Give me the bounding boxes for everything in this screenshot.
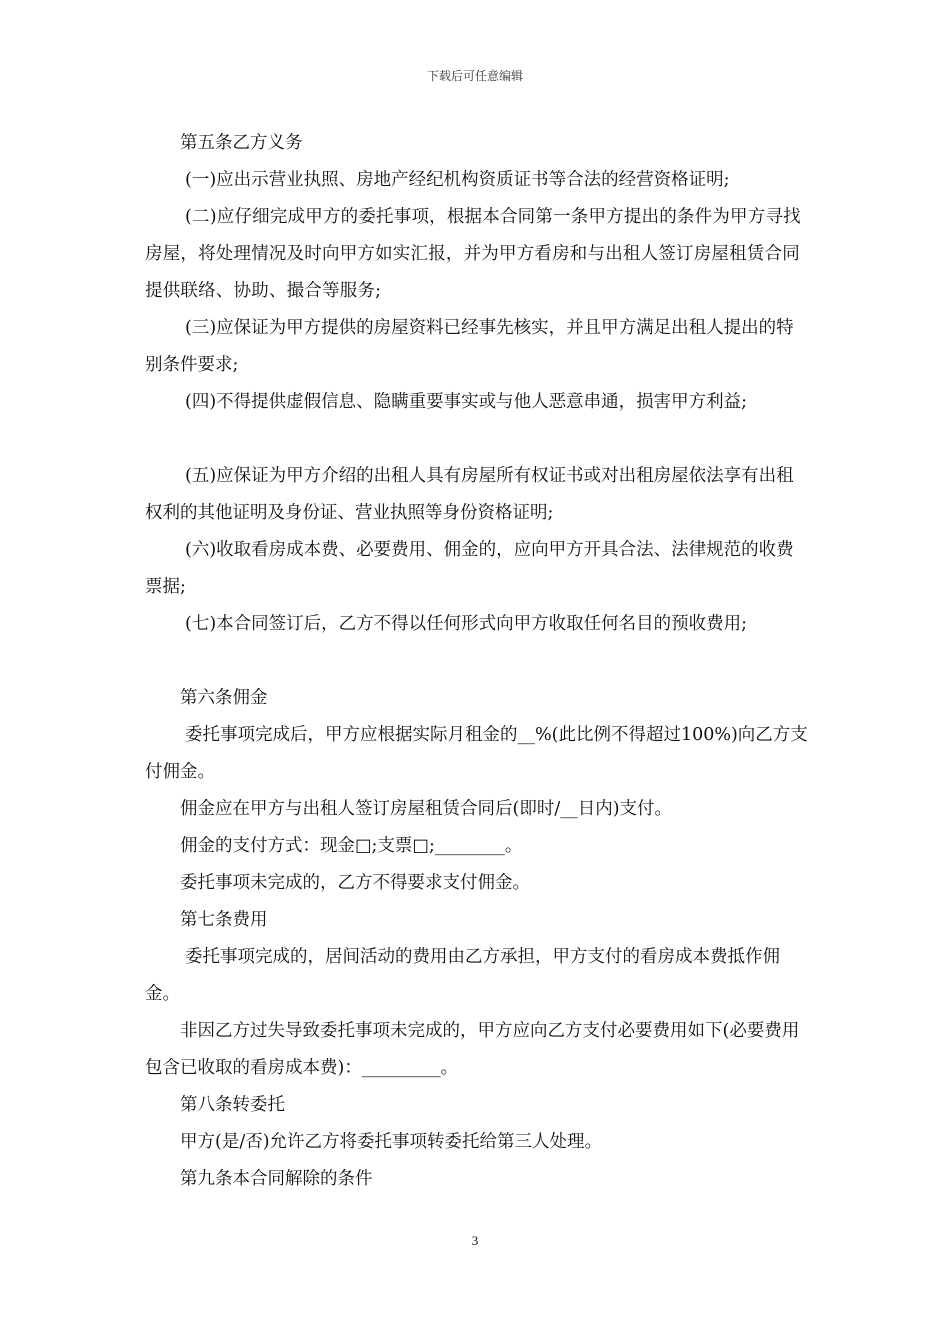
article-5-item-2: (二)应仔细完成甲方的委托事项，根据本合同第一条甲方提出的条件为甲方寻找房屋，将处理情况及时向甲方如实汇报，并为甲方看房和与出租人签订房屋租赁合同提供联络、协助、撮合等服务; (145, 207, 801, 301)
page-number: 3 (471, 1233, 479, 1248)
article-5-item-6: (六)收取看房成本费、必要费用、佣金的，应向甲方开具合法、法律规范的收费票据; (145, 540, 794, 597)
article-5-item-5: (五)应保证为甲方介绍的出租人具有房屋所有权证书或对出租房屋依法享有出租权利的其他证明及身份证、营业执照等身份资格证明; (145, 466, 794, 523)
article-7-item-2: 非因乙方过失导致委托事项未完成的，甲方应向乙方支付必要费用如下(必要费用包含已收取的看房成本费)：_________。 (145, 1021, 800, 1078)
document-body (145, 125, 809, 1198)
article-5-item-3: (三)应保证为甲方提供的房屋资料已经事先核实，并且甲方满足出租人提出的特别条件要求; (145, 318, 794, 375)
spacer (145, 643, 809, 680)
article-6-item-4: 委托事项未完成的，乙方不得要求支付佣金。 (180, 873, 530, 893)
article-5-item-7: (七)本合同签订后，乙方不得以任何形式向甲方收取任何名目的预收费用; (185, 614, 748, 634)
article-6-item-2: 佣金应在甲方与出租人签订房屋租赁合同后(即时/__日内)支付。 (180, 799, 673, 819)
article-7-item-1: 委托事项完成的，居间活动的费用由乙方承担，甲方支付的看房成本费抵作佣金。 (145, 947, 780, 1004)
page-header: 下载后可任意编辑 (426, 69, 523, 83)
article-6-item-3: 佣金的支付方式：现金□;支票□;________。 (180, 836, 523, 856)
article-5-item-1: (一)应出示营业执照、房地产经纪机构资质证书等合法的经营资格证明; (185, 170, 730, 190)
article-8-item-1: 甲方(是/否)允许乙方将委托事项转委托给第三人处理。 (180, 1132, 603, 1152)
article-5-title: 第五条乙方义务 (180, 133, 303, 153)
article-9-title: 第九条本合同解除的条件 (180, 1169, 373, 1189)
article-8-title: 第八条转委托 (180, 1095, 285, 1115)
article-7-title: 第七条费用 (180, 910, 268, 930)
spacer (145, 421, 809, 458)
article-6-title: 第六条佣金 (180, 688, 268, 708)
article-5-item-4: (四)不得提供虚假信息、隐瞒重要事实或与他人恶意串通，损害甲方利益; (185, 392, 748, 412)
article-6-item-1: 委托事项完成后，甲方应根据实际月租金的__%(此比例不得超过100%)向乙方支付佣金。 (145, 725, 808, 782)
